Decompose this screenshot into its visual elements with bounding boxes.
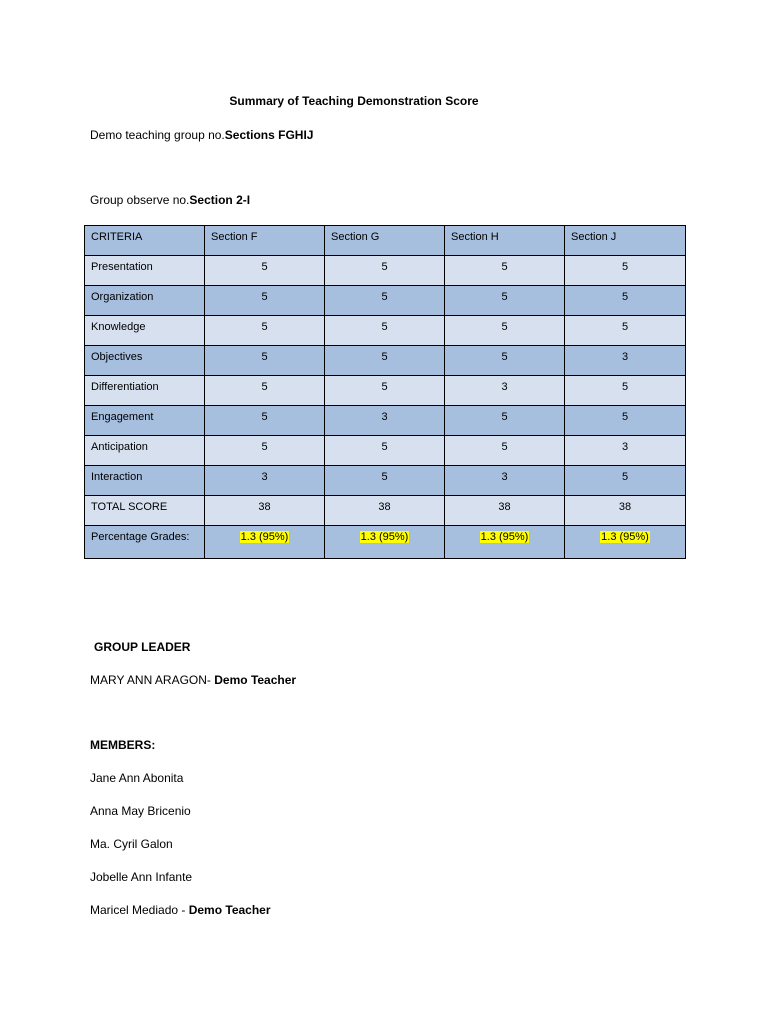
score-cell: 5 [205,256,325,286]
score-cell: 5 [205,286,325,316]
total-cell: 38 [325,496,445,526]
score-cell: 3 [445,466,565,496]
table-row [85,466,686,496]
group-leader-line [90,673,296,687]
score-table [84,225,686,559]
score-cell: 5 [445,256,565,286]
header-cell: Section J [565,226,686,256]
percentage-highlight: 1.3 (95%) [360,531,409,543]
demo-group-label: Demo teaching group no. [90,128,225,142]
table-row [85,286,686,316]
score-cell: 5 [205,346,325,376]
score-cell: 5 [325,376,445,406]
score-cell: 5 [325,466,445,496]
score-cell: 5 [565,466,686,496]
header-cell: Section F [205,226,325,256]
page-title: Summary of Teaching Demonstration Score [229,94,479,108]
score-cell: 5 [565,316,686,346]
score-cell: 5 [325,286,445,316]
criterion-cell: Anticipation [85,436,205,466]
score-cell: 3 [565,346,686,376]
total-row [85,496,686,526]
member-item: Jobelle Ann Infante [90,870,193,884]
criterion-cell: Objectives [85,346,205,376]
score-cell: 5 [445,346,565,376]
score-cell: 5 [325,256,445,286]
score-cell: 5 [205,406,325,436]
member-name: Maricel Mediado - [90,903,189,917]
percentage-highlight: 1.3 (95%) [601,531,649,543]
observe-group-value: Section 2-I [189,193,251,207]
criterion-cell: Organization [85,286,205,316]
table-row [85,376,686,406]
table-row [85,256,686,286]
demo-group-value: Sections FGHIJ [224,128,314,142]
score-cell: 3 [565,436,686,466]
header-cell: CRITERIA [85,226,205,256]
score-cell: 5 [205,376,325,406]
table-header-row [85,226,686,256]
percentage-row [85,526,686,559]
score-cell: 5 [565,256,686,286]
score-cell: 5 [325,436,445,466]
demo-group-line [90,128,313,142]
criterion-cell: Knowledge [85,316,205,346]
score-cell: 5 [565,286,686,316]
criterion-cell: Differentiation [85,376,205,406]
score-cell: 5 [325,316,445,346]
percentage-highlight: 1.3 (95%) [240,531,289,543]
percentage-highlight: 1.3 (95%) [480,531,529,543]
leader-name: MARY ANN ARAGON- [90,673,215,687]
criterion-cell: Engagement [85,406,205,436]
percentage-cell [205,526,325,559]
percentage-cell [325,526,445,559]
members-heading: MEMBERS: [90,738,156,752]
header-cell: Section H [445,226,565,256]
score-cell: 5 [205,436,325,466]
score-cell: 5 [445,286,565,316]
score-cell: 5 [325,346,445,376]
member-item: Ma. Cyril Galon [90,837,173,851]
score-cell: 5 [445,316,565,346]
criterion-cell: Presentation [85,256,205,286]
table-row [85,406,686,436]
score-cell: 5 [445,406,565,436]
score-cell: 5 [205,316,325,346]
table-row [85,316,686,346]
group-leader-heading: GROUP LEADER [94,640,191,654]
table-row [85,346,686,376]
total-cell: 38 [205,496,325,526]
member-item-last [90,903,271,917]
member-item: Anna May Bricenio [90,804,191,818]
total-cell: 38 [445,496,565,526]
table-row [85,436,686,466]
percentage-cell [565,526,686,559]
score-cell: 3 [325,406,445,436]
score-cell: 5 [565,406,686,436]
percentage-cell [445,526,565,559]
observe-group-line [90,193,250,207]
score-cell: 5 [565,376,686,406]
score-cell: 3 [205,466,325,496]
header-cell: Section G [325,226,445,256]
total-cell: 38 [565,496,686,526]
percentage-label: Percentage Grades: [85,526,205,559]
total-label: TOTAL SCORE [85,496,205,526]
member-item: Jane Ann Abonita [90,771,184,785]
score-cell: 5 [445,436,565,466]
leader-role: Demo Teacher [214,673,297,687]
observe-group-label: Group observe no. [90,193,190,207]
criterion-cell: Interaction [85,466,205,496]
member-role: Demo Teacher [188,903,271,917]
score-cell: 3 [445,376,565,406]
